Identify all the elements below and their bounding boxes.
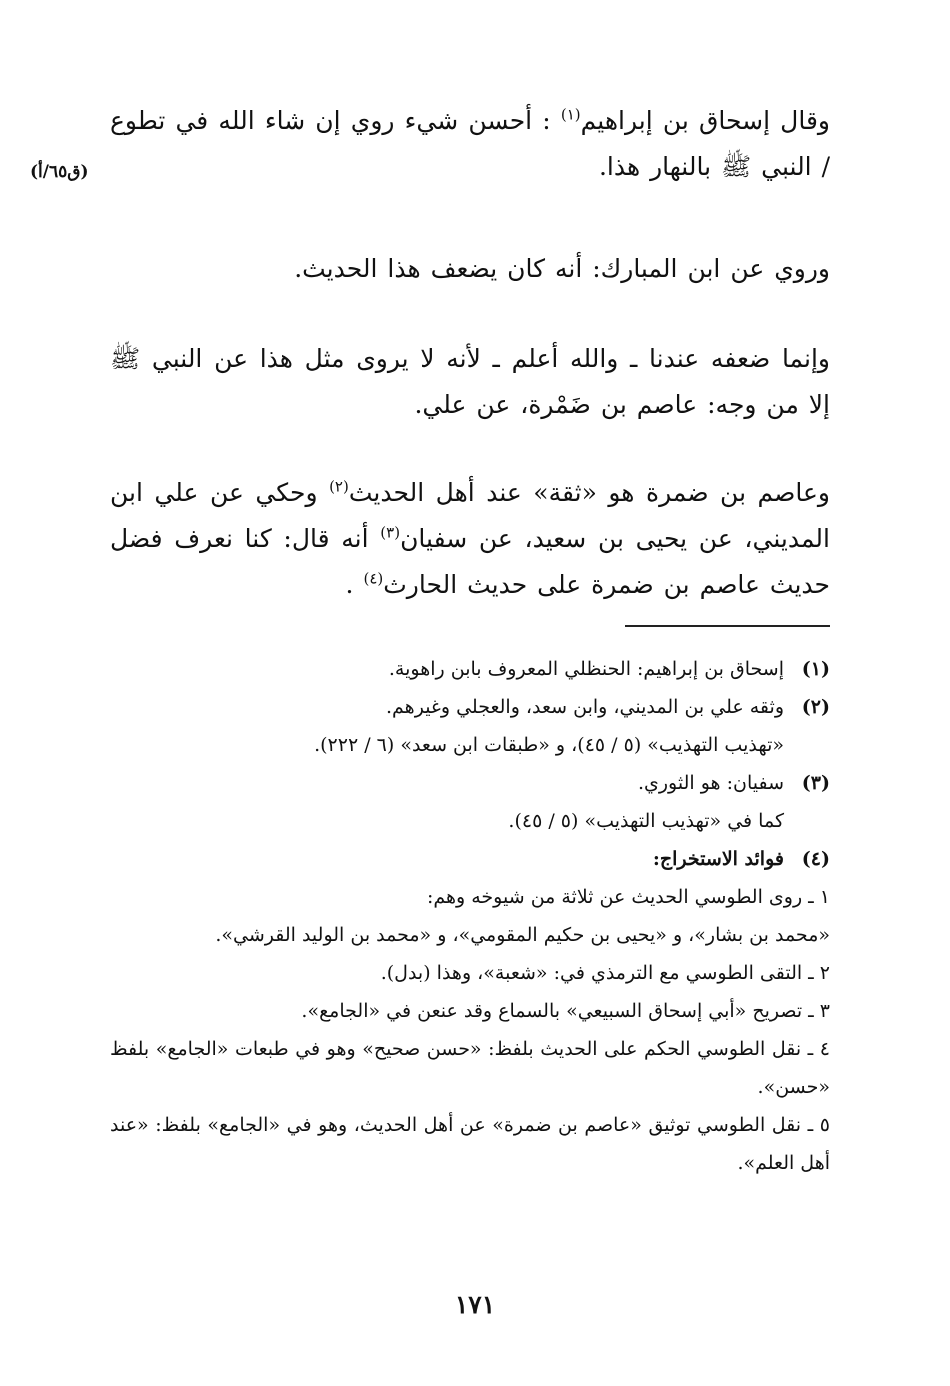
footnote-line: «تهذيب التهذيب» (٥ / ٤٥)، و «طبقات ابن سعد» (٦ / ٢٢٢). [314,734,784,756]
footnote-2 [110,688,830,764]
footnote-ref-4[interactable]: (٤) [363,569,384,588]
paragraph-text: أنه قال: كنا نعرف فضل حديث عاصم بن ضمرة على حديث الحارث [110,524,830,599]
paragraph-asim [110,470,830,608]
footnote-line: ١ ـ روى الطوسي الحديث عن ثلاثة من شيوخه وهم: [426,886,830,908]
paragraph-weakness: وإنما ضعفه عندنا ـ والله أعلم ـ لأنه لا يروى مثل هذا عن النبي ﷺ إلا من وجه: عاصم بن ضَمْرة، عن علي. [110,344,830,419]
page-number: ١٧١ [454,1290,496,1319]
footnote-heading: فوائد الاستخراج: [652,848,784,870]
footnote-number: (٢) [801,696,830,718]
footnote-line: ٤ ـ نقل الطوسي الحكم على الحديث بلفظ: «حسن صحيح» وهو في طبعات «الجامع» بلفظ «حسن». [110,1038,830,1098]
footnote-line: كما في «تهذيب التهذيب» (٥ / ٤٥). [508,810,784,832]
manuscript-folio-note: (ق٦٥/أ) [30,162,89,182]
footnote-4 [110,840,830,878]
paragraph-text: وعاصم بن ضمرة هو «ثقة» عند أهل الحديث [348,478,830,507]
footnote-text [110,688,784,764]
footnote-number: (٤) [801,848,830,870]
footnote-line: ٢ ـ التقى الطوسي مع الترمذي في: «شعبة»، وهذا (بدل). [380,962,830,984]
footnote-number: (١) [801,658,830,680]
footnote-line: «محمد بن بشار»، و «يحيى بن حكيم المقومي»، و «محمد بن الوليد القرشي». [215,924,830,946]
footnote-1 [110,650,830,688]
paragraph-text: وقال إسحاق بن إبراهيم [580,106,830,135]
footnote-ref-1[interactable]: (١) [560,105,581,124]
footnote-text: إسحاق بن إبراهيم: الحنظلي المعروف بابن راهوية. [388,658,784,680]
paragraph-text: : أحسن شيء روي إن شاء الله في تطوع / النبي ﷺ بالنهار هذا. [110,106,830,181]
footnote-line: سفيان: هو الثوري. [637,772,784,794]
footnote-line: ٥ ـ نقل الطوسي توثيق «عاصم بن ضمرة» عن أهل الحديث، وهو في «الجامع» بلفظ: «عند أهل العلم». [110,1114,830,1174]
paragraph-text: . [345,570,364,599]
footnote-3 [110,764,830,840]
paragraph-ishaq [110,98,830,190]
footnotes-section [110,650,830,1182]
footnote-divider [625,625,830,627]
footnote-line: ٣ ـ تصريح «أبي إسحاق السبيعي» بالسماع وقد عنعن في «الجامع». [301,1000,830,1022]
paragraph-text: وحكي عن علي ابن المديني، عن يحيى بن سعيد، عن سفيان [110,478,830,553]
footnote-number: (٣) [801,772,830,794]
footnote-ref-2[interactable]: (٢) [329,477,349,496]
footnote-ref-3[interactable]: (٣) [380,523,401,542]
footnote-line: وثقه علي بن المديني، وابن سعد، والعجلي وغيرهم. [386,696,784,718]
paragraph-ibn-mubarak: وروي عن ابن المبارك: أنه كان يضعف هذا الحديث. [294,254,830,283]
footnote-text [110,764,784,840]
